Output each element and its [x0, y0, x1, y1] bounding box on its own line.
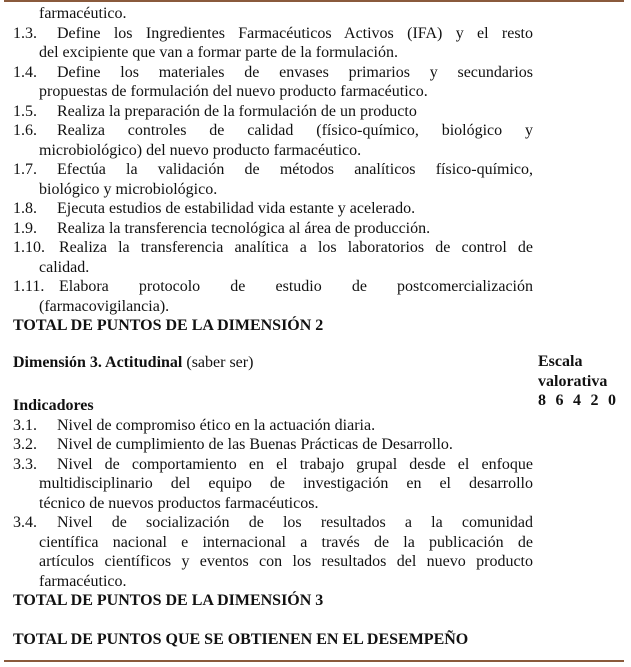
dimension-2-indicator-list	[13, 24, 533, 317]
scale-value: 6	[555, 392, 564, 409]
indicator-text: Nivel de cumplimiento de las Buenas Prácticas de Desarrollo.	[57, 436, 453, 453]
scale-label-line-1: Escala	[538, 353, 583, 370]
indicator-text: Realiza la transferencia tecnológica al área de producción.	[57, 219, 431, 237]
indicator-text-continuation: calidad.	[39, 258, 90, 276]
indicator-item	[13, 121, 533, 160]
indicator-item	[13, 219, 533, 239]
indicator-text-continuation: multidisciplinario del equipo de investigación en el desarrollo	[39, 475, 533, 492]
indicator-text: Nivel de compromiso ético en la actuación diaria.	[57, 416, 376, 434]
indicators-heading: Indicadores	[13, 397, 94, 414]
indicator-number: 1.10.	[13, 239, 45, 256]
indicator-item	[13, 513, 533, 591]
indicator-number: 1.11.	[13, 278, 45, 295]
indicator-item	[13, 63, 533, 102]
indicator-text: Nivel de socialización de los resultados a la comunidad	[57, 514, 533, 531]
indicator-text: Realiza la transferencia analítica a los laboratorios de control de	[59, 239, 533, 256]
indicator-text-continuation: biológico y microbiológico.	[39, 180, 218, 198]
scale-value: 0	[608, 392, 616, 409]
indicator-text-continuation: (farmacovigilancia).	[39, 297, 170, 315]
indicator-number: 1.5.	[13, 102, 37, 120]
indicator-text: Realiza la preparación de la formulación de un producto	[57, 102, 417, 120]
indicator-item	[13, 24, 533, 63]
indicator-number: 3.1.	[13, 416, 37, 434]
indicator-item	[13, 277, 533, 316]
indicator-number: 3.3.	[13, 455, 37, 473]
dimension-3-title-rest: (saber ser)	[182, 353, 254, 371]
indicator-item	[13, 199, 533, 219]
indicator-text: Ejecuta estudios de estabilidad vida estante y acelerado.	[57, 200, 416, 217]
total-dimension-3: TOTAL DE PUNTOS DE LA DIMENSIÓN 3	[13, 592, 324, 609]
scale-values	[538, 391, 626, 411]
indicator-number: 1.9.	[13, 219, 37, 237]
indicator-item	[13, 455, 533, 514]
scale-value: 4	[573, 392, 581, 409]
indicator-text: Define los Ingredientes Farmacéuticos Activos (IFA) y el resto	[57, 24, 533, 42]
indicator-text-continuation: técnico de nuevos productos farmacéuticos.	[39, 494, 319, 512]
indicator-text-continuation: científica nacional e internacional a través de la publicación de	[39, 533, 533, 551]
indicator-text-continuation: artículos científicos y eventos con los resultados del nuevo producto	[39, 553, 533, 570]
indicator-number: 1.4.	[13, 63, 37, 81]
indicator-number: 3.2.	[13, 436, 37, 453]
indicator-text: Elabora protocolo de estudio de postcomercialización	[59, 278, 533, 295]
indicator-item	[13, 416, 533, 436]
rating-scale	[538, 352, 626, 411]
indicator-item	[13, 160, 533, 199]
indicator-text-continuation: del excipiente que van a formar parte de la formulación.	[39, 44, 398, 61]
indicator-text-continuation: farmacéutico.	[39, 572, 127, 590]
total-performance: TOTAL DE PUNTOS QUE SE OBTIENEN EN EL DESEMPEÑO	[13, 630, 469, 648]
continuation-text: farmacéutico.	[39, 5, 127, 22]
bottom-rule	[4, 660, 624, 662]
total-dimension-2: TOTAL DE PUNTOS DE LA DIMENSIÓN 2	[13, 317, 324, 334]
scale-label-line-2: valorativa	[538, 372, 608, 390]
dimension-3-title-bold: Dimensión 3. Actitudinal	[13, 353, 183, 371]
scale-value: 8	[538, 392, 546, 409]
dimension-3-indicator-list	[13, 416, 533, 592]
indicator-number: 1.6.	[13, 122, 37, 139]
indicator-item	[13, 435, 533, 455]
document-content	[13, 4, 533, 649]
top-rule	[4, 0, 624, 2]
scale-value: 2	[590, 392, 599, 409]
indicator-item	[13, 238, 533, 277]
indicator-text: Nivel de comportamiento en el trabajo grupal desde el enfoque	[57, 455, 533, 473]
indicator-item	[13, 102, 533, 122]
indicator-text-continuation: propuestas de formulación del nuevo producto farmacéutico.	[39, 83, 428, 100]
indicator-text: Efectúa la validación de métodos analíticos físico-químico,	[57, 161, 533, 178]
indicator-number: 3.4.	[13, 514, 37, 531]
indicator-text: Define los materiales de envases primarios y secundarios	[57, 63, 533, 81]
indicator-text-continuation: microbiológico) del nuevo producto farmacéutico.	[39, 141, 362, 159]
indicator-text: Realiza controles de calidad (físico-químico, biológico y	[57, 122, 533, 139]
indicator-number: 1.8.	[13, 200, 37, 217]
indicator-number: 1.7.	[13, 161, 37, 178]
indicator-number: 1.3.	[13, 24, 37, 42]
dimension-3-title	[13, 353, 533, 373]
